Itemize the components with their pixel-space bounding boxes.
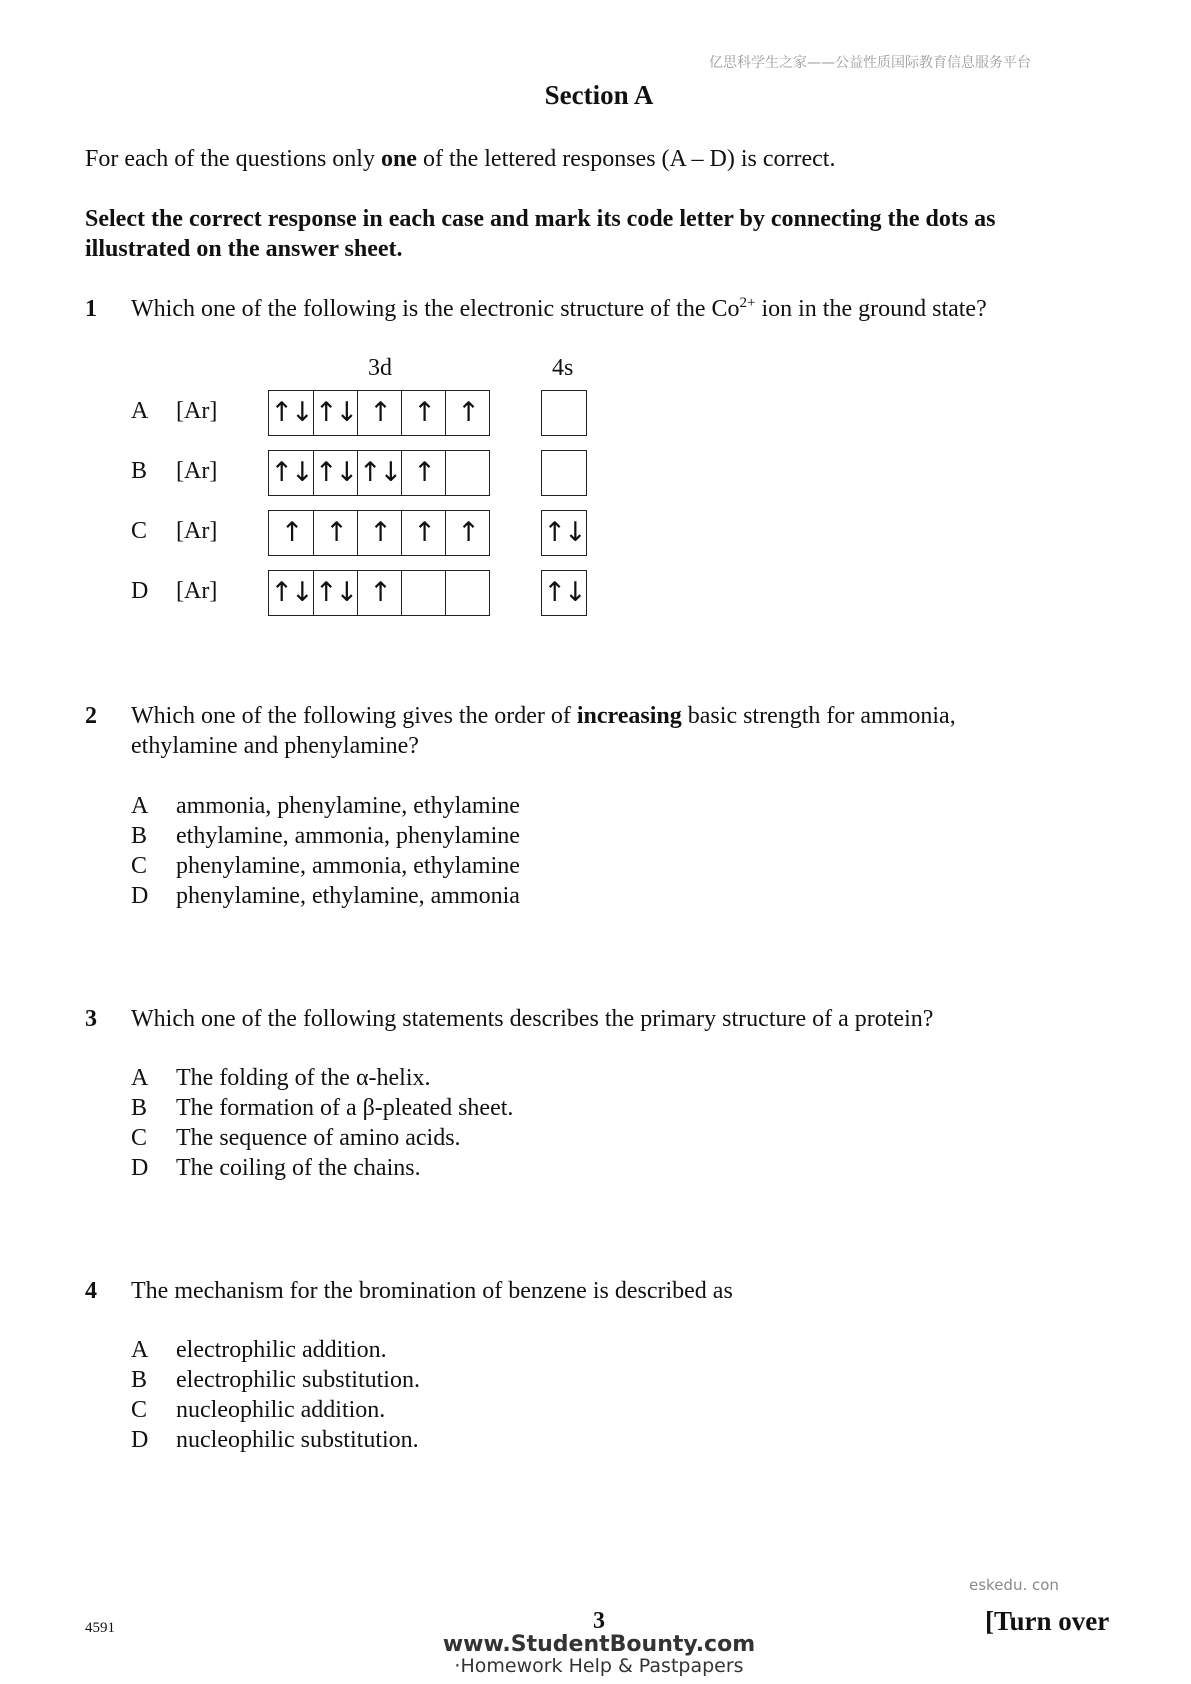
q4-number: 4 [85,1278,97,1304]
orbital-boxes-4s [541,390,587,436]
orbital-box-3d [445,571,489,615]
option-text: electrophilic addition. [176,1337,387,1363]
orbital-box-3d: ↑ [401,451,445,495]
option-text: electrophilic substitution. [176,1367,420,1393]
turn-over: [Turn over [985,1606,1110,1636]
option-letter: D [131,883,149,909]
watermark-studentbounty: www.StudentBounty.com ·Homework Help & Pastpapers [442,1632,756,1677]
option-letter: D [131,578,149,604]
orbital-box-4s: ↑↓ [543,577,585,608]
option-letter: C [131,1397,148,1423]
noble-gas-core: [Ar] [176,398,218,424]
option-letter: C [131,1125,148,1151]
orbital-box-3d: ↑↓ [270,397,312,428]
option-text: ammonia, phenylamine, ethylamine [176,793,520,819]
page-number: 3 [593,1608,605,1634]
label-4s: 4s [552,355,574,381]
orbital-box-3d: ↑↓ [313,571,357,615]
label-3d: 3d [368,355,392,381]
orbital-box-3d: ↑ [401,391,445,435]
q1-number: 1 [85,296,97,322]
q2-text: Which one of the following gives the order of increasing basic strength for ammonia, ethylamine and phenylamine? [131,703,956,759]
q3-text: Which one of the following statements describes the primary structure of a protein? [131,1006,934,1032]
option-text: phenylamine, ethylamine, ammonia [176,883,520,909]
orbital-box-3d: ↑ [357,391,401,435]
q4-option-c [131,1395,420,1425]
q2-option-c [131,851,520,881]
option-text: nucleophilic substitution. [176,1427,419,1453]
option-text: The coiling of the chains. [176,1155,421,1181]
option-letter: B [131,823,148,849]
option-text: The folding of the α-helix. [176,1065,431,1091]
orbital-box-4s: ↑↓ [543,517,585,548]
noble-gas-core: [Ar] [176,578,218,604]
orbital-box-3d [401,571,445,615]
q2-options [131,791,520,911]
orbital-box-3d: ↑↓ [270,457,312,488]
option-letter: B [131,1367,148,1393]
orbital-boxes-3d [268,510,490,556]
orbital-box-3d: ↑ [280,517,302,548]
option-text: nucleophilic addition. [176,1397,386,1423]
option-letter: C [131,518,148,544]
noble-gas-core: [Ar] [176,518,218,544]
q2-option-d [131,881,520,911]
q3-option-b [131,1093,513,1123]
q3-number: 3 [85,1006,97,1032]
intro-text: For each of the questions only one of the lettered responses (A – D) is correct. [85,146,836,172]
q4-option-a [131,1335,420,1365]
q4-option-d [131,1425,420,1455]
option-letter: A [131,398,149,424]
q3-options [131,1063,513,1183]
option-letter: B [131,458,148,484]
q2-number: 2 [85,703,97,729]
option-letter: A [131,1337,149,1363]
instruction: Select the correct response in each case and mark its code letter by connecting the dots as illustrated on the answer sheet. [85,206,996,262]
orbital-box-3d: ↑↓ [313,451,357,495]
orbital-box-3d: ↑ [357,511,401,555]
orbital-boxes-4s [541,510,587,556]
orbital-box-3d: ↑ [401,511,445,555]
q4-option-b [131,1365,420,1395]
orbital-boxes-3d [268,390,490,436]
watermark-top: 亿思科学生之家——公益性质国际教育信息服务平台 [709,55,1031,71]
orbital-box-3d: ↑↓ [313,391,357,435]
paper-code: 4591 [85,1620,115,1636]
orbital-boxes-3d [268,570,490,616]
option-text: The formation of a β-pleated sheet. [176,1095,514,1121]
orbital-box-3d [445,451,489,495]
orbital-boxes-3d [268,450,490,496]
option-letter: D [131,1155,149,1181]
option-letter: A [131,1065,149,1091]
orbital-boxes-4s [541,570,587,616]
orbital-box-3d: ↑ [445,511,489,555]
orbital-box-3d: ↑ [357,571,401,615]
q2-option-a [131,791,520,821]
noble-gas-core: [Ar] [176,458,218,484]
q4-text: The mechanism for the bromination of benzene is described as [131,1278,733,1304]
q3-option-a [131,1063,513,1093]
orbital-box-3d: ↑↓ [270,577,312,608]
orbital-box-3d: ↑ [445,391,489,435]
q3-option-d [131,1153,513,1183]
q1-text: Which one of the following is the electronic structure of the $Co^{2+}$ ion in the ground state? [131,295,987,322]
section-title: Section A [544,80,654,110]
q2-option-b [131,821,520,851]
option-text: phenylamine, ammonia, ethylamine [176,853,520,879]
option-letter: C [131,853,148,879]
option-letter: A [131,793,149,819]
orbital-box-4s [542,391,586,435]
option-text: The sequence of amino acids. [176,1125,461,1151]
q4-options [131,1335,420,1455]
q3-option-c [131,1123,513,1153]
watermark-eskedu: eskedu. con [969,1576,1059,1594]
orbital-box-4s [542,451,586,495]
option-letter: D [131,1427,149,1453]
option-letter: B [131,1095,148,1121]
orbital-box-3d: ↑↓ [357,451,401,495]
orbital-boxes-4s [541,450,587,496]
option-text: ethylamine, ammonia, phenylamine [176,823,520,849]
orbital-box-3d: ↑ [313,511,357,555]
